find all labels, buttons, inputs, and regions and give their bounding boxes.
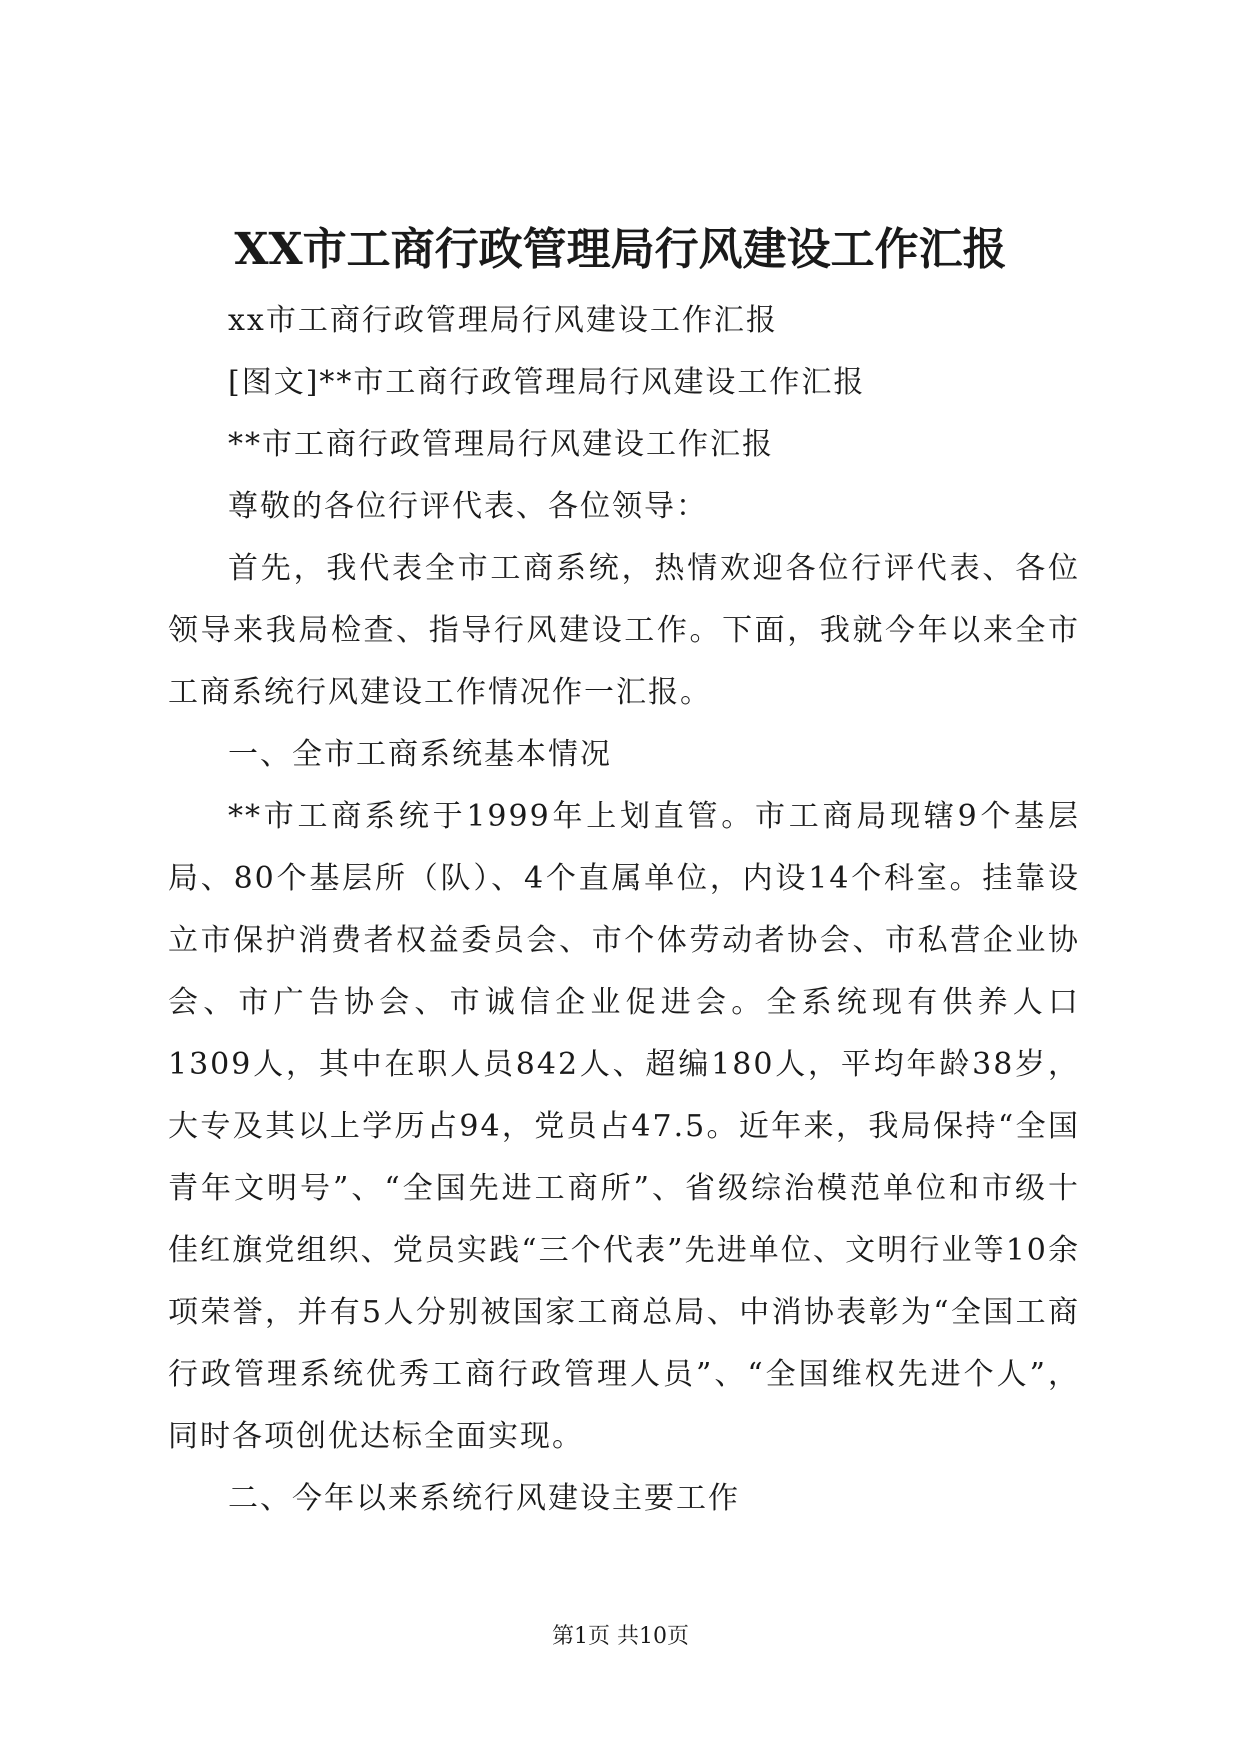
section-heading-2: 二、今年以来系统行风建设主要工作 (228, 1481, 740, 1516)
section-heading-1: 一、全市工商系统基本情况 (228, 737, 612, 772)
section-1-paragraph: **市工商系统于1999年上划直管。市工商局现辖9个基层局、80个基层所（队）、4个直属单位，内设14个科室。挂靠设立市保护消费者权益委员会、市个体劳动者协会、市私营企业协会、市广告协会、市诚信企业促进会。全系统现有供养人口1309人，其中在职人员842人、超编180人，平均年龄38岁，大专及其以上学历占94，党员占47.5。近年来，我局保持“全国青年文明号”、“全国先进工商所”、省级综治模范单位和市级十佳红旗党组织、党员实践“三个代表”先进单位、文明行业等10余项荣誉，并有5人分别被国家工商总局、中消协表彰为“全国工商行政管理系统优秀工商行政管理人员”、“全国维权先进个人”，同时各项创优达标全面实现。 (168, 799, 1080, 1454)
page-footer: 第1页 共10页 (552, 1624, 689, 1649)
subtitle-line-2: [图文]**市工商行政管理局行风建设工作汇报 (228, 365, 866, 400)
document-body (168, 290, 1080, 1530)
subtitle-line-1: xx市工商行政管理局行风建设工作汇报 (228, 303, 778, 338)
subtitle-line-3: **市工商行政管理局行风建设工作汇报 (228, 427, 774, 462)
document-title: XX市工商行政管理局行风建设工作汇报 (234, 224, 1007, 275)
salutation: 尊敬的各位行评代表、各位领导： (228, 489, 708, 524)
intro-paragraph: 首先，我代表全市工商系统，热情欢迎各位行评代表、各位领导来我局检查、指导行风建设工作。下面，我就今年以来全市工商系统行风建设工作情况作一汇报。 (168, 551, 1080, 710)
